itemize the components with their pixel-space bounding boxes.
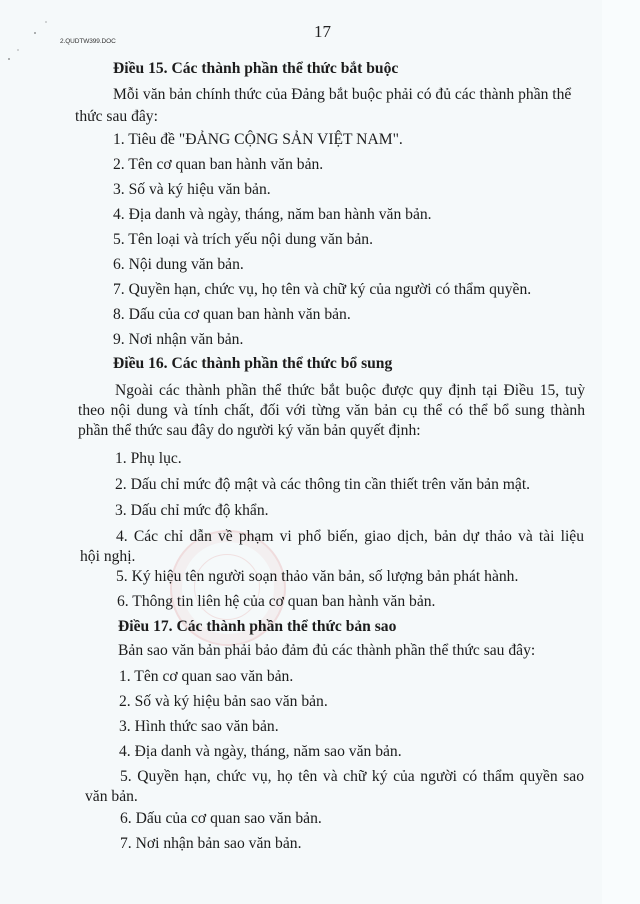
list-item: 6. Nội dung văn bản.	[113, 256, 244, 273]
list-item-cont: văn bản.	[85, 788, 138, 805]
list-item: 9. Nơi nhận văn bản.	[113, 331, 244, 348]
scan-speck	[34, 32, 36, 34]
list-item: 2. Tên cơ quan ban hành văn bản.	[113, 156, 324, 173]
article-17-heading: Điều 17. Các thành phần thể thức bản sao	[118, 618, 397, 635]
list-item: 3. Hình thức sao văn bản.	[119, 718, 279, 735]
article-15-heading: Điều 15. Các thành phần thể thức bắt buộc	[113, 60, 399, 77]
list-item: 5. Quyền hạn, chức vụ, họ tên và chữ ký của người có thẩm quyền sao	[120, 768, 584, 785]
list-item: 1. Tiêu đề "ĐẢNG CỘNG SẢN VIỆT NAM".	[113, 131, 403, 148]
article-16-intro-cont: theo nội dung và tính chất, đối với từng văn bản cụ thể có thể bổ sung thành	[78, 402, 585, 419]
list-item: 3. Số và ký hiệu văn bản.	[113, 181, 271, 198]
list-item: 4. Các chỉ dẫn về phạm vi phổ biến, giao dịch, bản dự thảo và tài liệu	[116, 528, 584, 545]
page-number: 17	[314, 22, 331, 41]
document-code: 2.QUDTW399.DOC	[60, 38, 116, 45]
page-edge	[602, 0, 640, 904]
list-item: 4. Địa danh và ngày, tháng, năm sao văn bản.	[119, 743, 402, 760]
list-item: 7. Quyền hạn, chức vụ, họ tên và chữ ký của người có thẩm quyền.	[113, 281, 532, 298]
scan-speck	[8, 58, 10, 60]
article-15-intro-cont: thức sau đây:	[75, 108, 158, 125]
list-item: 7. Nơi nhận bản sao văn bản.	[120, 835, 302, 852]
scan-speck	[17, 49, 19, 51]
list-item: 5. Tên loại và trích yếu nội dung văn bản.	[113, 231, 373, 248]
list-item: 1. Phụ lục.	[115, 450, 182, 467]
list-item: 2. Số và ký hiệu bản sao văn bản.	[119, 693, 328, 710]
list-item: 5. Ký hiệu tên người soạn thảo văn bản, số lượng bản phát hành.	[116, 568, 519, 585]
list-item-cont: hội nghị.	[80, 548, 136, 565]
list-item: 3. Dấu chỉ mức độ khẩn.	[115, 502, 269, 519]
list-item: 6. Dấu của cơ quan sao văn bản.	[120, 810, 322, 827]
scan-speck	[45, 21, 47, 23]
article-16-intro-cont: phần thể thức sau đây do người ký văn bản quyết định:	[78, 422, 421, 439]
article-17-intro: Bản sao văn bản phải bảo đảm đủ các thành phần thể thức sau đây:	[118, 642, 536, 659]
list-item: 2. Dấu chỉ mức độ mật và các thông tin cần thiết trên văn bản mật.	[115, 476, 531, 493]
list-item: 8. Dấu của cơ quan ban hành văn bản.	[113, 306, 351, 323]
list-item: 4. Địa danh và ngày, tháng, năm ban hành văn bản.	[113, 206, 432, 223]
article-16-intro: Ngoài các thành phần thể thức bắt buộc được quy định tại Điều 15, tuỳ	[115, 382, 585, 399]
list-item: 1. Tên cơ quan sao văn bản.	[119, 668, 294, 685]
list-item: 6. Thông tin liên hệ của cơ quan ban hành văn bản.	[117, 593, 436, 610]
article-16-heading: Điều 16. Các thành phần thể thức bổ sung	[113, 355, 393, 372]
article-15-intro: Mỗi văn bản chính thức của Đảng bắt buộc phải có đủ các thành phần thể	[113, 86, 572, 103]
